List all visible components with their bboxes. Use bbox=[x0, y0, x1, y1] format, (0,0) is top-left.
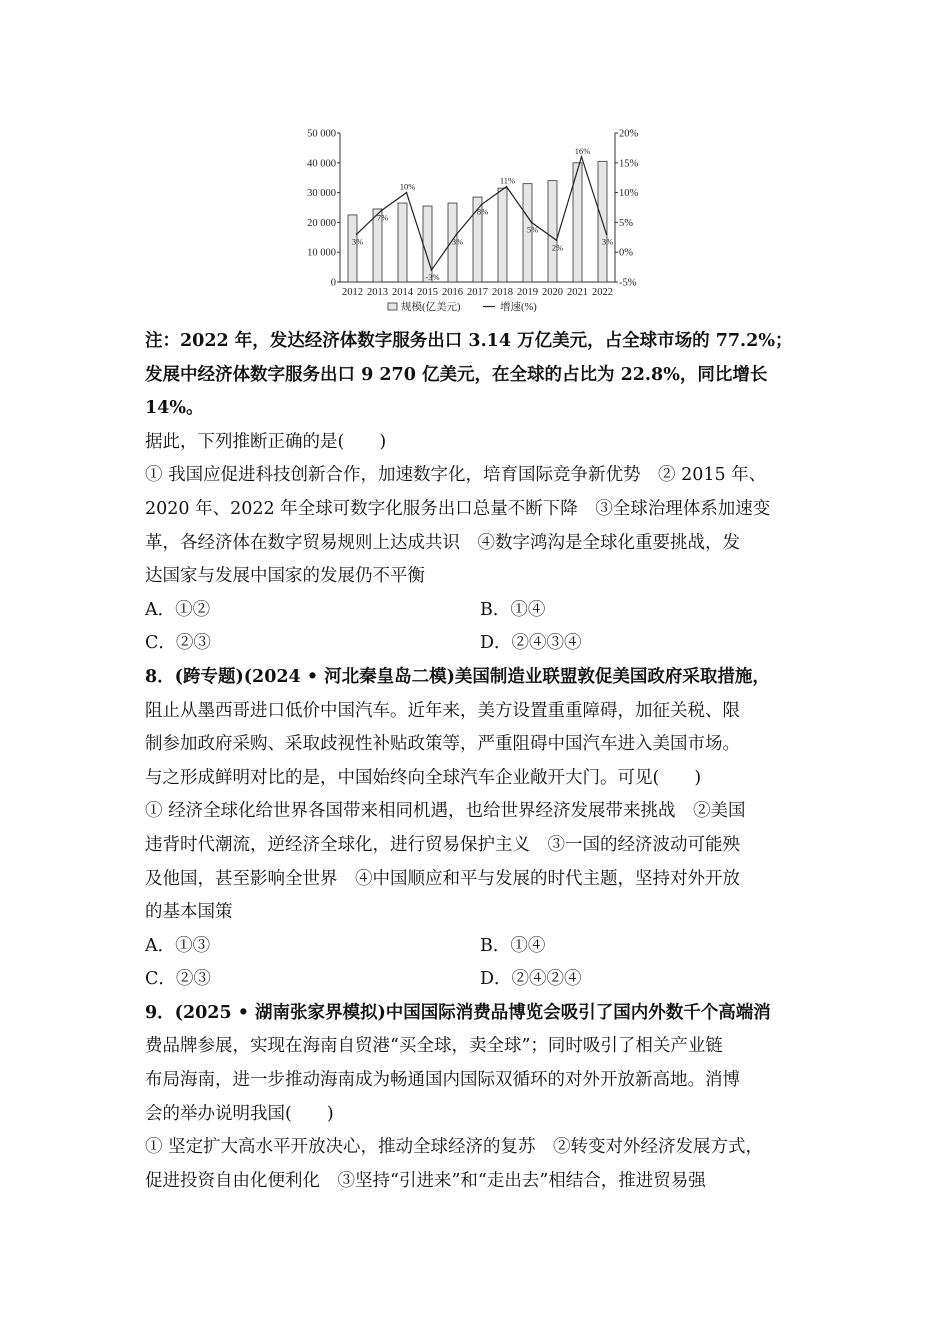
legend-bar-label: 规模(亿美元) bbox=[401, 302, 461, 313]
statement-line: 及他国，甚至影响全世界 ④中国顺应和平与发展的时代主题，坚持对外开放 bbox=[145, 868, 740, 889]
growth-label: 7% bbox=[376, 212, 389, 223]
bar-2020 bbox=[548, 181, 557, 282]
left-tick-label: 40 000 bbox=[307, 158, 336, 170]
growth-point-2020 bbox=[556, 239, 558, 241]
growth-point-2019 bbox=[531, 222, 533, 224]
growth-point-2016 bbox=[456, 234, 458, 236]
growth-label: 11% bbox=[499, 175, 516, 186]
growth-label: 3% bbox=[351, 236, 364, 247]
statement-line: ① 坚定扩大高水平开放决心，推动全球经济的复苏 ②转变对外经济发展方式， bbox=[145, 1137, 764, 1158]
question-stem: 据此，下列推断正确的是( ) bbox=[145, 431, 387, 452]
question-content bbox=[145, 325, 815, 1198]
x-tick-label: 2015 bbox=[417, 287, 438, 298]
x-tick-label: 2017 bbox=[467, 287, 488, 298]
x-tick-label: 2020 bbox=[542, 287, 563, 298]
statement-line: 促进投资自由化便利化 ③坚持“引进来”和“走出去”相结合，推进贸易强 bbox=[145, 1170, 706, 1191]
statement-line: 2020 年、2022 年全球可数字化服务出口总量不断下降 ③全球治理体系加速变 bbox=[145, 498, 771, 519]
growth-point-2013 bbox=[381, 210, 383, 212]
left-tick-label: 10 000 bbox=[307, 247, 336, 259]
x-tick-label: 2022 bbox=[592, 287, 613, 298]
bar-2018 bbox=[498, 188, 507, 282]
digital-services-export-chart bbox=[290, 120, 660, 325]
left-tick-label: 20 000 bbox=[307, 217, 336, 229]
growth-point-2021 bbox=[581, 156, 583, 158]
growth-point-2017 bbox=[481, 204, 483, 206]
x-tick-label: 2019 bbox=[517, 287, 538, 298]
statement-line: 的基本国策 bbox=[145, 902, 233, 923]
right-tick-label: 15% bbox=[619, 158, 639, 170]
question-stem: 费品牌参展，实现在海南自贸港“买全球，卖全球”；同时吸引了相关产业链 bbox=[145, 1036, 723, 1057]
x-tick-label: 2012 bbox=[342, 287, 363, 298]
statement-line: ① 我国应促进科技创新合作，加速数字化，培育国际竞争新优势 ② 2015 年、 bbox=[145, 465, 767, 486]
growth-point-2015 bbox=[431, 269, 433, 271]
question-stem: 8．(跨专题)(2024 • 河北秦皇岛二模)美国制造业联盟敦促美国政府采取措施， bbox=[145, 666, 770, 687]
left-tick-label: 50 000 bbox=[307, 128, 336, 140]
note-line: 注：2022 年，发达经济体数字服务出口 3.14 万亿美元，占全球市场的 77.2%； bbox=[145, 331, 793, 351]
question-stem: 阻止从墨西哥进口低价中国汽车。近年来，美方设置重重障碍，加征关税、限 bbox=[145, 700, 740, 721]
growth-point-2022 bbox=[606, 234, 608, 236]
right-tick-label: 20% bbox=[619, 128, 639, 140]
growth-label: -3% bbox=[425, 272, 440, 283]
option-a[interactable]: A．①② bbox=[145, 599, 211, 620]
right-tick-label: -5% bbox=[619, 277, 637, 289]
option-c[interactable]: C．②③ bbox=[145, 969, 211, 990]
right-tick-label: 10% bbox=[619, 188, 639, 200]
question-9 bbox=[145, 997, 815, 1199]
note-line: 14%。 bbox=[145, 398, 204, 419]
x-tick-label: 2021 bbox=[567, 287, 588, 298]
growth-label: 3% bbox=[601, 236, 614, 247]
question-7 bbox=[145, 426, 815, 661]
option-a[interactable]: A．①③ bbox=[145, 935, 211, 956]
growth-label: 16% bbox=[574, 145, 591, 156]
growth-label: 3% bbox=[451, 236, 464, 247]
statement-line: ① 经济全球化给世界各国带来相同机遇，也给世界经济发展带来挑战 ②美国 bbox=[145, 801, 746, 822]
option-d[interactable]: D．②④②④ bbox=[480, 969, 582, 990]
growth-label: 5% bbox=[526, 224, 539, 235]
growth-label: 8% bbox=[476, 206, 489, 217]
x-tick-label: 2018 bbox=[492, 287, 513, 298]
x-tick-label: 2016 bbox=[442, 287, 463, 298]
question-stem: 布局海南，进一步推动海南成为畅通国内国际双循环的对外开放新高地。消博 bbox=[145, 1070, 740, 1091]
chart-note bbox=[145, 325, 815, 426]
statement-line: 违背时代潮流，逆经济全球化，进行贸易保护主义 ③一国的经济波动可能殃 bbox=[145, 834, 740, 855]
question-8 bbox=[145, 661, 815, 997]
left-tick-label: 30 000 bbox=[307, 188, 336, 200]
legend-bar-swatch bbox=[388, 303, 397, 310]
growth-point-2012 bbox=[356, 234, 358, 236]
growth-point-2018 bbox=[506, 186, 508, 188]
bar-2014 bbox=[398, 203, 407, 282]
bar-2012 bbox=[348, 215, 357, 282]
question-stem: 会的举办说明我国( ) bbox=[145, 1103, 334, 1124]
left-tick-label: 0 bbox=[330, 277, 336, 289]
statement-line: 革，各经济体在数字贸易规则上达成共识 ④数字鸿沟是全球化重要挑战，发 bbox=[145, 532, 740, 553]
growth-label: 2% bbox=[551, 242, 564, 253]
right-tick-label: 5% bbox=[619, 217, 633, 229]
right-tick-label: 0% bbox=[619, 247, 633, 259]
option-d[interactable]: D．②④③④ bbox=[480, 633, 582, 654]
question-stem: 与之形成鲜明对比的是，中国始终向全球汽车企业敞开大门。可见( ) bbox=[145, 767, 702, 788]
option-b[interactable]: B．①④ bbox=[480, 599, 546, 620]
option-c[interactable]: C．②③ bbox=[145, 633, 211, 654]
bar-2015 bbox=[423, 206, 432, 282]
legend-line-label: 增速(%) bbox=[500, 302, 537, 313]
chart-svg bbox=[290, 120, 660, 325]
option-b[interactable]: B．①④ bbox=[480, 935, 546, 956]
note-line: 发展中经济体数字服务出口 9 270 亿美元，在全球的占比为 22.8%，同比增长 bbox=[145, 364, 768, 385]
x-tick-label: 2014 bbox=[392, 287, 413, 298]
x-tick-label: 2013 bbox=[367, 287, 388, 298]
statement-line: 达国家与发展中国家的发展仍不平衡 bbox=[145, 566, 425, 587]
question-stem: 9．(2025 • 湖南张家界模拟)中国国际消费品博览会吸引了国内外数千个高端消 bbox=[145, 1002, 771, 1023]
growth-label: 10% bbox=[399, 181, 416, 192]
question-stem: 制参加政府采购、采取歧视性补贴政策等，严重阻碍中国汽车进入美国市场。 bbox=[145, 734, 740, 755]
growth-point-2014 bbox=[406, 192, 408, 194]
